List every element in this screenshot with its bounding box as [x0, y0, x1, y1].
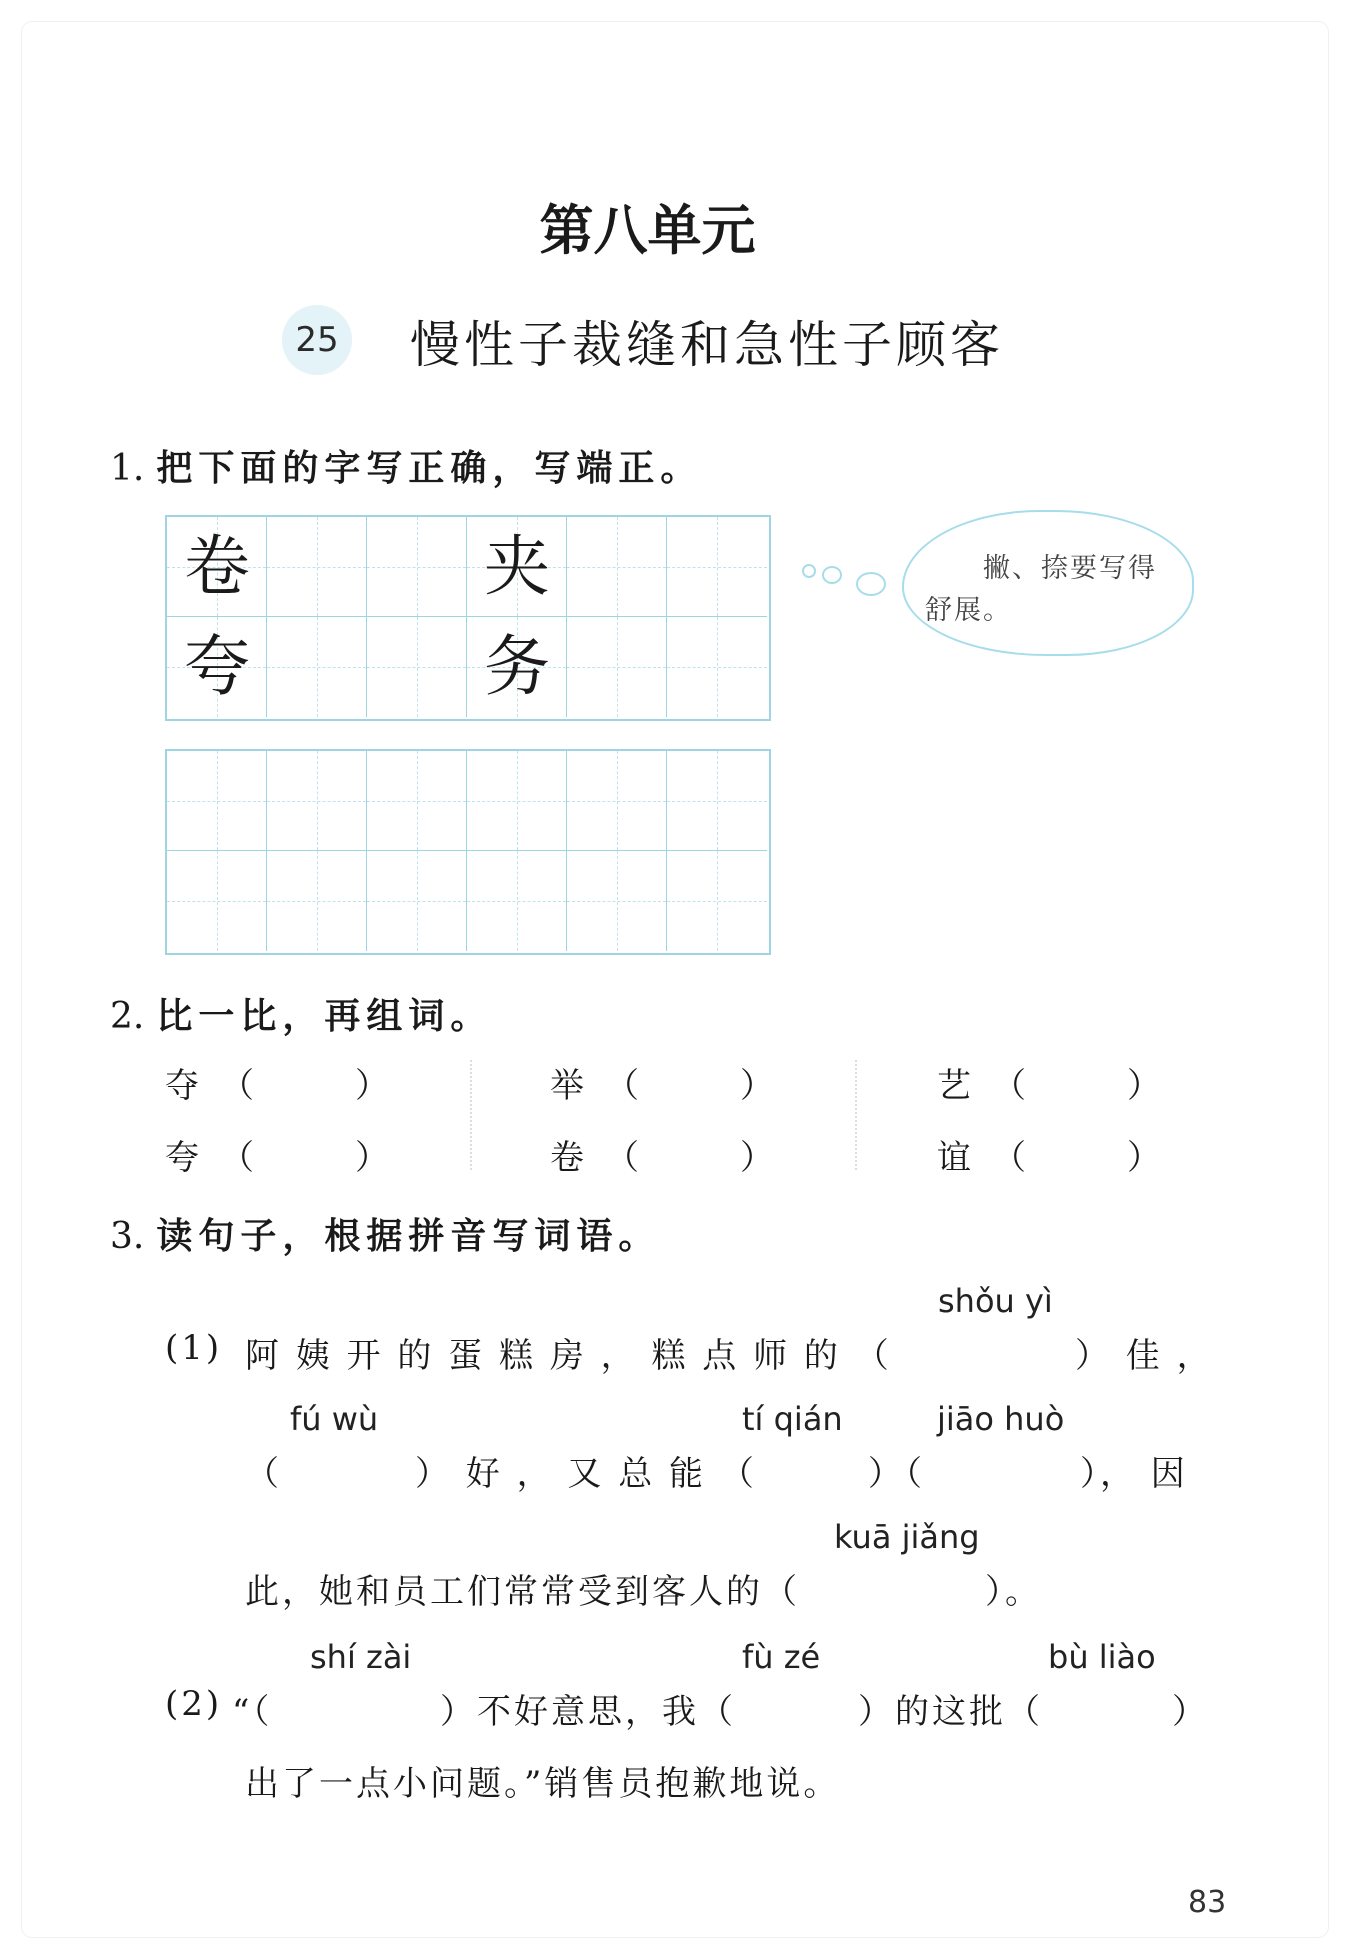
- close-paren: ）: [1127, 1066, 1165, 1106]
- open-paren: （: [605, 1138, 643, 1178]
- tip-line-2: 舒展。: [925, 595, 1012, 626]
- compare-char: 艺: [937, 1066, 975, 1106]
- writing-grid-practice[interactable]: [165, 749, 771, 955]
- sentence-text: ） 佳 ，: [1075, 1336, 1214, 1376]
- lesson-title: 慢性子裁缝和急性子顾客: [410, 316, 1004, 374]
- question-prompt: 读句子，根据拼音写词语。: [156, 1215, 661, 1257]
- bubble-dot: [822, 566, 842, 584]
- sentence-text: ）， 因: [1080, 1454, 1188, 1494]
- column-divider: [470, 1060, 472, 1170]
- compare-char: 夸: [165, 1138, 203, 1178]
- close-paren: ）: [355, 1066, 393, 1106]
- bubble-dot: [802, 564, 816, 578]
- sentence-text: “（: [232, 1692, 273, 1732]
- question-1-title: [110, 440, 702, 491]
- pinyin-hint: shǒu yì: [938, 1282, 1053, 1320]
- question-number: 3.: [110, 1216, 145, 1257]
- open-paren: （: [220, 1138, 258, 1178]
- compare-char: 卷: [550, 1138, 588, 1178]
- sentence-text: ） 好 ， 又 总 能 （: [415, 1454, 757, 1494]
- sentence-text: ）的这批（: [858, 1692, 1043, 1732]
- pinyin-hint: jiāo huò: [937, 1400, 1065, 1438]
- model-char: 卷: [184, 528, 250, 605]
- open-paren: （: [992, 1138, 1030, 1178]
- unit-title: 第八单元: [539, 198, 756, 262]
- sentence-text: ）（: [868, 1454, 925, 1494]
- question-number: 2.: [110, 996, 145, 1037]
- question-prompt: 比一比，再组词。: [156, 995, 493, 1037]
- open-paren: （: [992, 1066, 1030, 1106]
- close-paren: ）: [355, 1138, 393, 1178]
- sentence-label: (1): [165, 1328, 223, 1368]
- sentence-text: ）: [1172, 1692, 1209, 1732]
- close-paren: ）: [1127, 1138, 1165, 1178]
- page-number: 83: [1188, 1885, 1227, 1920]
- close-paren: ）: [740, 1066, 778, 1106]
- sentence-text: （: [245, 1454, 282, 1494]
- sentence-text: ）不好意思，我（: [440, 1692, 736, 1732]
- pinyin-hint: kuā jiǎng: [834, 1518, 980, 1556]
- tip-line-1: 撇、捺要写得: [983, 553, 1157, 584]
- sentence-text: 阿 姨 开 的 蛋 糕 房 ， 糕 点 师 的 （: [245, 1336, 892, 1376]
- question-prompt: 把下面的字写正确，写端正。: [156, 447, 703, 489]
- bubble-dot: [856, 572, 886, 596]
- question-number: 1.: [110, 448, 145, 489]
- lesson-number: 25: [282, 305, 352, 375]
- column-divider: [855, 1060, 857, 1170]
- tip-text: [925, 548, 1170, 632]
- pinyin-hint: fù zé: [742, 1638, 821, 1676]
- pinyin-hint: tí qián: [742, 1400, 843, 1438]
- model-char: 务: [484, 628, 550, 705]
- sentence-text: 出了一点小问题。”销售员抱歉地说。: [245, 1764, 841, 1804]
- writing-grid-model: [165, 515, 771, 721]
- pinyin-hint: bù liào: [1048, 1638, 1156, 1676]
- open-paren: （: [605, 1066, 643, 1106]
- compare-char: 谊: [937, 1138, 975, 1178]
- sentence-text: ）。: [985, 1572, 1042, 1612]
- question-2-title: [110, 988, 492, 1039]
- close-paren: ）: [740, 1138, 778, 1178]
- compare-char: 举: [550, 1066, 588, 1106]
- model-char: 夸: [184, 628, 250, 705]
- model-char: 夹: [484, 528, 550, 605]
- question-3-title: [110, 1208, 660, 1259]
- compare-char: 夺: [165, 1066, 203, 1106]
- open-paren: （: [220, 1066, 258, 1106]
- sentence-label: (2): [165, 1684, 223, 1724]
- sentence-text: 此，她和员工们常常受到客人的（: [245, 1572, 800, 1612]
- pinyin-hint: shí zài: [310, 1638, 412, 1676]
- pinyin-hint: fú wù: [290, 1400, 379, 1438]
